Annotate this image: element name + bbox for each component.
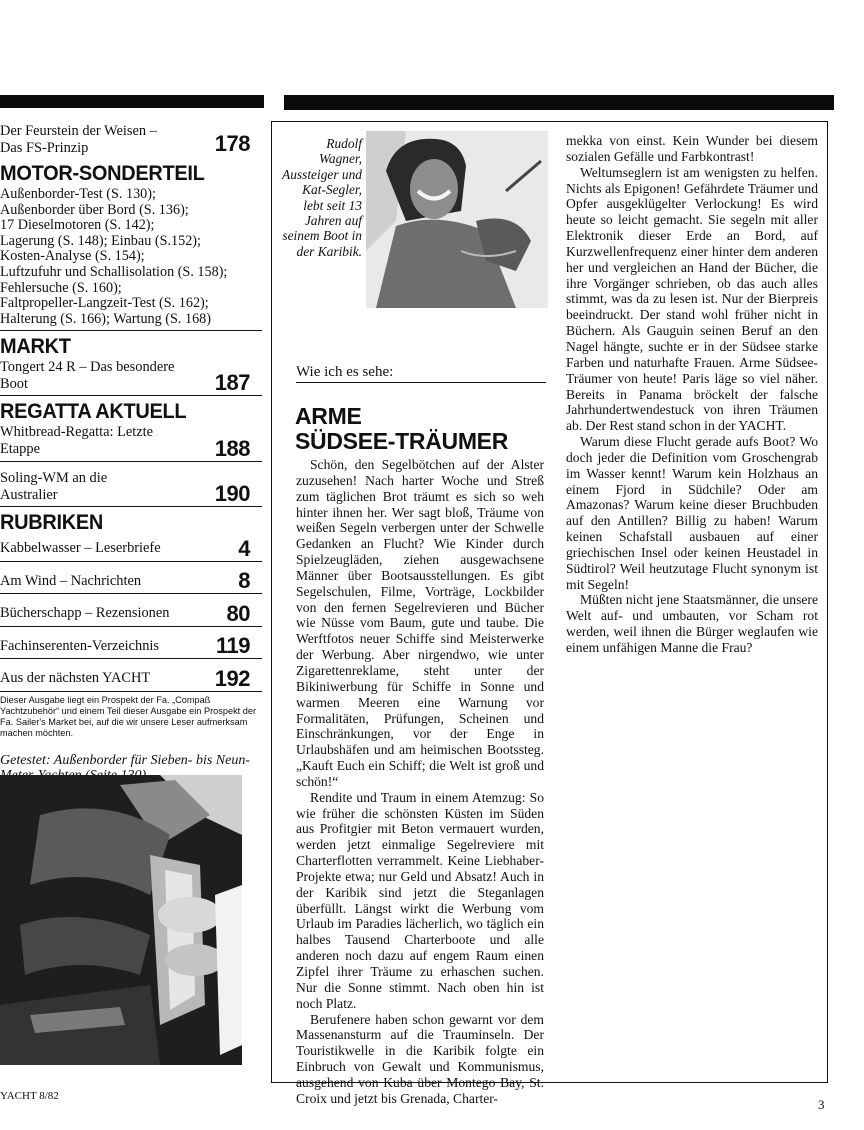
list-item[interactable]: Außenborder-Test (S. 130);	[0, 186, 156, 202]
headline-line-1: ARME	[295, 403, 362, 429]
article-paragraph: Müßten nicht jene Staatsmänner, die unsere Welt auf- und umbauten, vor Scham rot werden, weil ihnen die Bürger weglaufen wie einem unfähigen Manne die Frau?	[566, 592, 818, 655]
toc-entry-title: Kabbelwasser – Leserbriefe	[0, 540, 161, 557]
toc-entry-buecherschapp[interactable]	[0, 594, 262, 627]
article-column-1	[296, 457, 544, 1107]
section-heading-rubriken: RUBRIKEN	[0, 511, 104, 535]
toc-entry-title: Am Wind – Nachrichten	[0, 572, 142, 589]
article-headline	[295, 404, 545, 454]
toc-entry-kabbelwasser[interactable]	[0, 535, 262, 562]
toc-entry-title: Der Feurstein der Weisen – Das FS-Prinzip	[0, 123, 157, 156]
issue-label: YACHT 8/82	[0, 1090, 59, 1102]
toc-entry-title: Whitbread-Regatta: Letzte Etappe	[0, 424, 154, 457]
article-paragraph: Schön, den Segelbötchen auf der Alster zuzusehen! Nach harter Woche und Streß zum täglichen Brot träumt es sich so weh hinter ihnen her. Wer sagt bloß, Träume von weißen Segeln verbergen unter der Schwelle Gedanken an Flucht? Wie Kinder durch Spielzeugläden, ziehen ausgewachsene Männer über Bootsausstellungen. Es gibt Segelschulen, Filme, Vorträge, Lockbilder von den fernen Segelrevieren und Bücher wie Nüsse vom Baum, gute und taube. Die Werftfotos neuer Schiffe sind Meisterwerke der Werbung. Aber nirgendwo, wie unter Zigarettenreklame, steht unter der Bikiniwerbung für Schiffe in Sonne und warmen Meeren eine Warnung vor Formalitäten, Prüfungen, Scheinen und Einschränkungen, vor der Enge in Urlaubshäfen und am heimischen Bootssteg. „Kauft Euch ein Schiff; die Welt ist groß und schön!“	[296, 457, 544, 789]
insert-note: Dieser Ausgabe liegt ein Prospekt der Fa. „Compaß Yachtzubehör“ und einem Teil dieser Ausgabe ein Prospekt der Fa. Sailer's Market bei, auf die wir unsere Leser aufmerksam machen möchten.	[0, 694, 257, 738]
outboard-motor-illustration	[0, 775, 242, 1065]
list-item[interactable]: Luftzufuhr und Schallisolation (S. 158);	[0, 263, 228, 280]
article-paragraph: Weltumseglern ist am wenigsten zu helfen. Nichts als Epigonen! Gefährdete Träumer und Opfer ausgeklügelter Verlockung! Es wird heute so leicht gemacht. Sie segeln mit aller Elektronik dieser Erde an Bord, auf Kurzwellenfrequenz einer hinter dem anderen her und vergleichen an Hand der Bücher, die ihre Vorgänger schrieben, ob das auch alles stimmt, was da zu lesen ist. Nur der Bierpreis beeindruckt. Der stand wohl früher nicht in Büchern. Als Gauguin seinen Beruf an den Nagel hängte, suchte er in der Südsee starke Farben und naturhafte Frauen. Arme Südsee-Träumer von heute! Paris läge so viel näher. Bereits in Panama bröckelt der falsche Jahrhundertwendestuck von ihren Träumen ab. Der Rest stand schon in der YACHT.	[566, 164, 818, 434]
toc-entry-page: 190	[214, 481, 250, 507]
section-heading-markt: MARKT	[0, 335, 71, 359]
list-item[interactable]: Kosten-Analyse (S. 154);	[0, 248, 145, 265]
top-rule-left	[0, 95, 264, 108]
author-photo	[366, 131, 548, 308]
toc-entry-title: Aus der nächsten YACHT	[0, 670, 151, 687]
toc-entry-title: Soling-WM an die Australier	[0, 470, 108, 503]
toc-entry-naechste-yacht[interactable]	[0, 659, 262, 692]
photo-caption-outboard: Getestet: Außenborder für Sieben- bis Neun-	[0, 752, 251, 768]
toc-entry-page: 188	[214, 436, 250, 462]
article-paragraph: Berufenere haben schon gewarnt vor dem Massenansturm auf die Trauminseln. Der Touristikwelle in die Karibik folgte ein Einbruch von Gewalt und Kommunismus, ausgehend von Kuba über Montego Bay, St. Croix und jetzt bis Grenada, Charter-	[296, 1011, 544, 1106]
article-paragraph: mekka von einst. Kein Wunder bei diesem sozialen Gefälle und Farbkontrast!	[566, 133, 818, 164]
toc-entry-page: 8	[238, 568, 250, 594]
author-photo-caption: Rudolf Wagner, Aussteiger und Kat-Segler, lebt seit 13 Jahren auf seinem Boot in der Karibik.	[282, 136, 362, 259]
toc-entry-tongert[interactable]	[0, 359, 262, 396]
list-item[interactable]: Lagerung (S. 148); Einbau (S.152);	[0, 232, 201, 249]
list-item[interactable]: Faltpropeller-Langzeit-Test (S. 162);	[0, 295, 209, 312]
toc-entry-page: 187	[214, 370, 250, 396]
toc-entry-feurstein[interactable]	[0, 120, 262, 156]
toc-entry-page: 192	[214, 665, 250, 691]
page-number: 3	[818, 1097, 825, 1112]
list-item[interactable]: 17 Dieselmotoren (S. 142);	[0, 217, 155, 234]
section-heading-regatta: REGATTA AKTUELL	[0, 400, 187, 424]
headline-line-2: SÜDSEE-TRÄUMER	[295, 428, 509, 454]
toc-entry-page: 80	[226, 600, 250, 626]
toc-entry-page: 119	[216, 633, 250, 659]
top-rule-right	[284, 95, 834, 110]
toc-entry-title: Tongert 24 R – Das besondere Boot	[0, 359, 175, 392]
list-item[interactable]: Fehlersuche (S. 160);	[0, 279, 122, 296]
toc-entry-page: 178	[214, 131, 250, 156]
toc-entry-page: 4	[238, 535, 250, 561]
list-item[interactable]: Außenborder über Bord (S. 136);	[0, 201, 189, 218]
toc-entry-title: Fachinserenten-Verzeichnis	[0, 637, 160, 654]
toc-entry-title: Bücherschapp – Rezensionen	[0, 605, 170, 622]
article-paragraph: Warum diese Flucht gerade aufs Boot? Wo doch jeder die Definition vom Groschengrab im Wasser kennt! Warum kein Holzhaus an einem Fjord in Südchile? Oder am Amazonas? Warum keine dieser Bruchbuden auf den Antillen? Billig zu haben! Warum keinen Schafstall ausbauen auf einer griechischen Insel oder keinen Heustadel in Südtirol? Weil heutzutage Flucht synonym ist mit Segeln!	[566, 434, 818, 592]
column-kicker: Wie ich es sehe:	[296, 364, 546, 383]
section-heading-motor: MOTOR-SONDERTEIL	[0, 162, 205, 185]
outboard-motor-photo	[0, 775, 242, 1065]
author-portrait	[366, 131, 548, 308]
toc-entry-am-wind[interactable]	[0, 562, 262, 595]
toc-entry-soling[interactable]	[0, 462, 262, 507]
article-column-2	[566, 133, 818, 656]
table-of-contents	[0, 120, 262, 784]
toc-entry-whitbread[interactable]	[0, 424, 262, 462]
toc-entry-fachinserenten[interactable]	[0, 627, 262, 660]
motor-list	[0, 187, 262, 331]
list-item[interactable]: Halterung (S. 166); Wartung (S. 168)	[0, 310, 211, 327]
article-paragraph: Rendite und Traum in einem Atemzug: So wie früher die schönsten Küsten im Süden aus Profitgier mit Beton vermauert wurden, werden jetzt einmalige Segelreviere mit Charterflotten verrammelt. Keine Liebhaber-Projekte etwa; nur Geld und Absatz! Auch in der Karibik sind jetzt die Steganlagen überfüllt. Längst wirkt die Werbung vom Urlaub im Paradies lächerlich, wo täglich ein halbes Tausend Charterboote und alle anderen noch dazu auf engem Raum einen Zipfel ihrer Träume zu erhaschen suchen. Nur die Sonne stimmt. Nach oben hin ist noch Platz.	[296, 789, 544, 1011]
